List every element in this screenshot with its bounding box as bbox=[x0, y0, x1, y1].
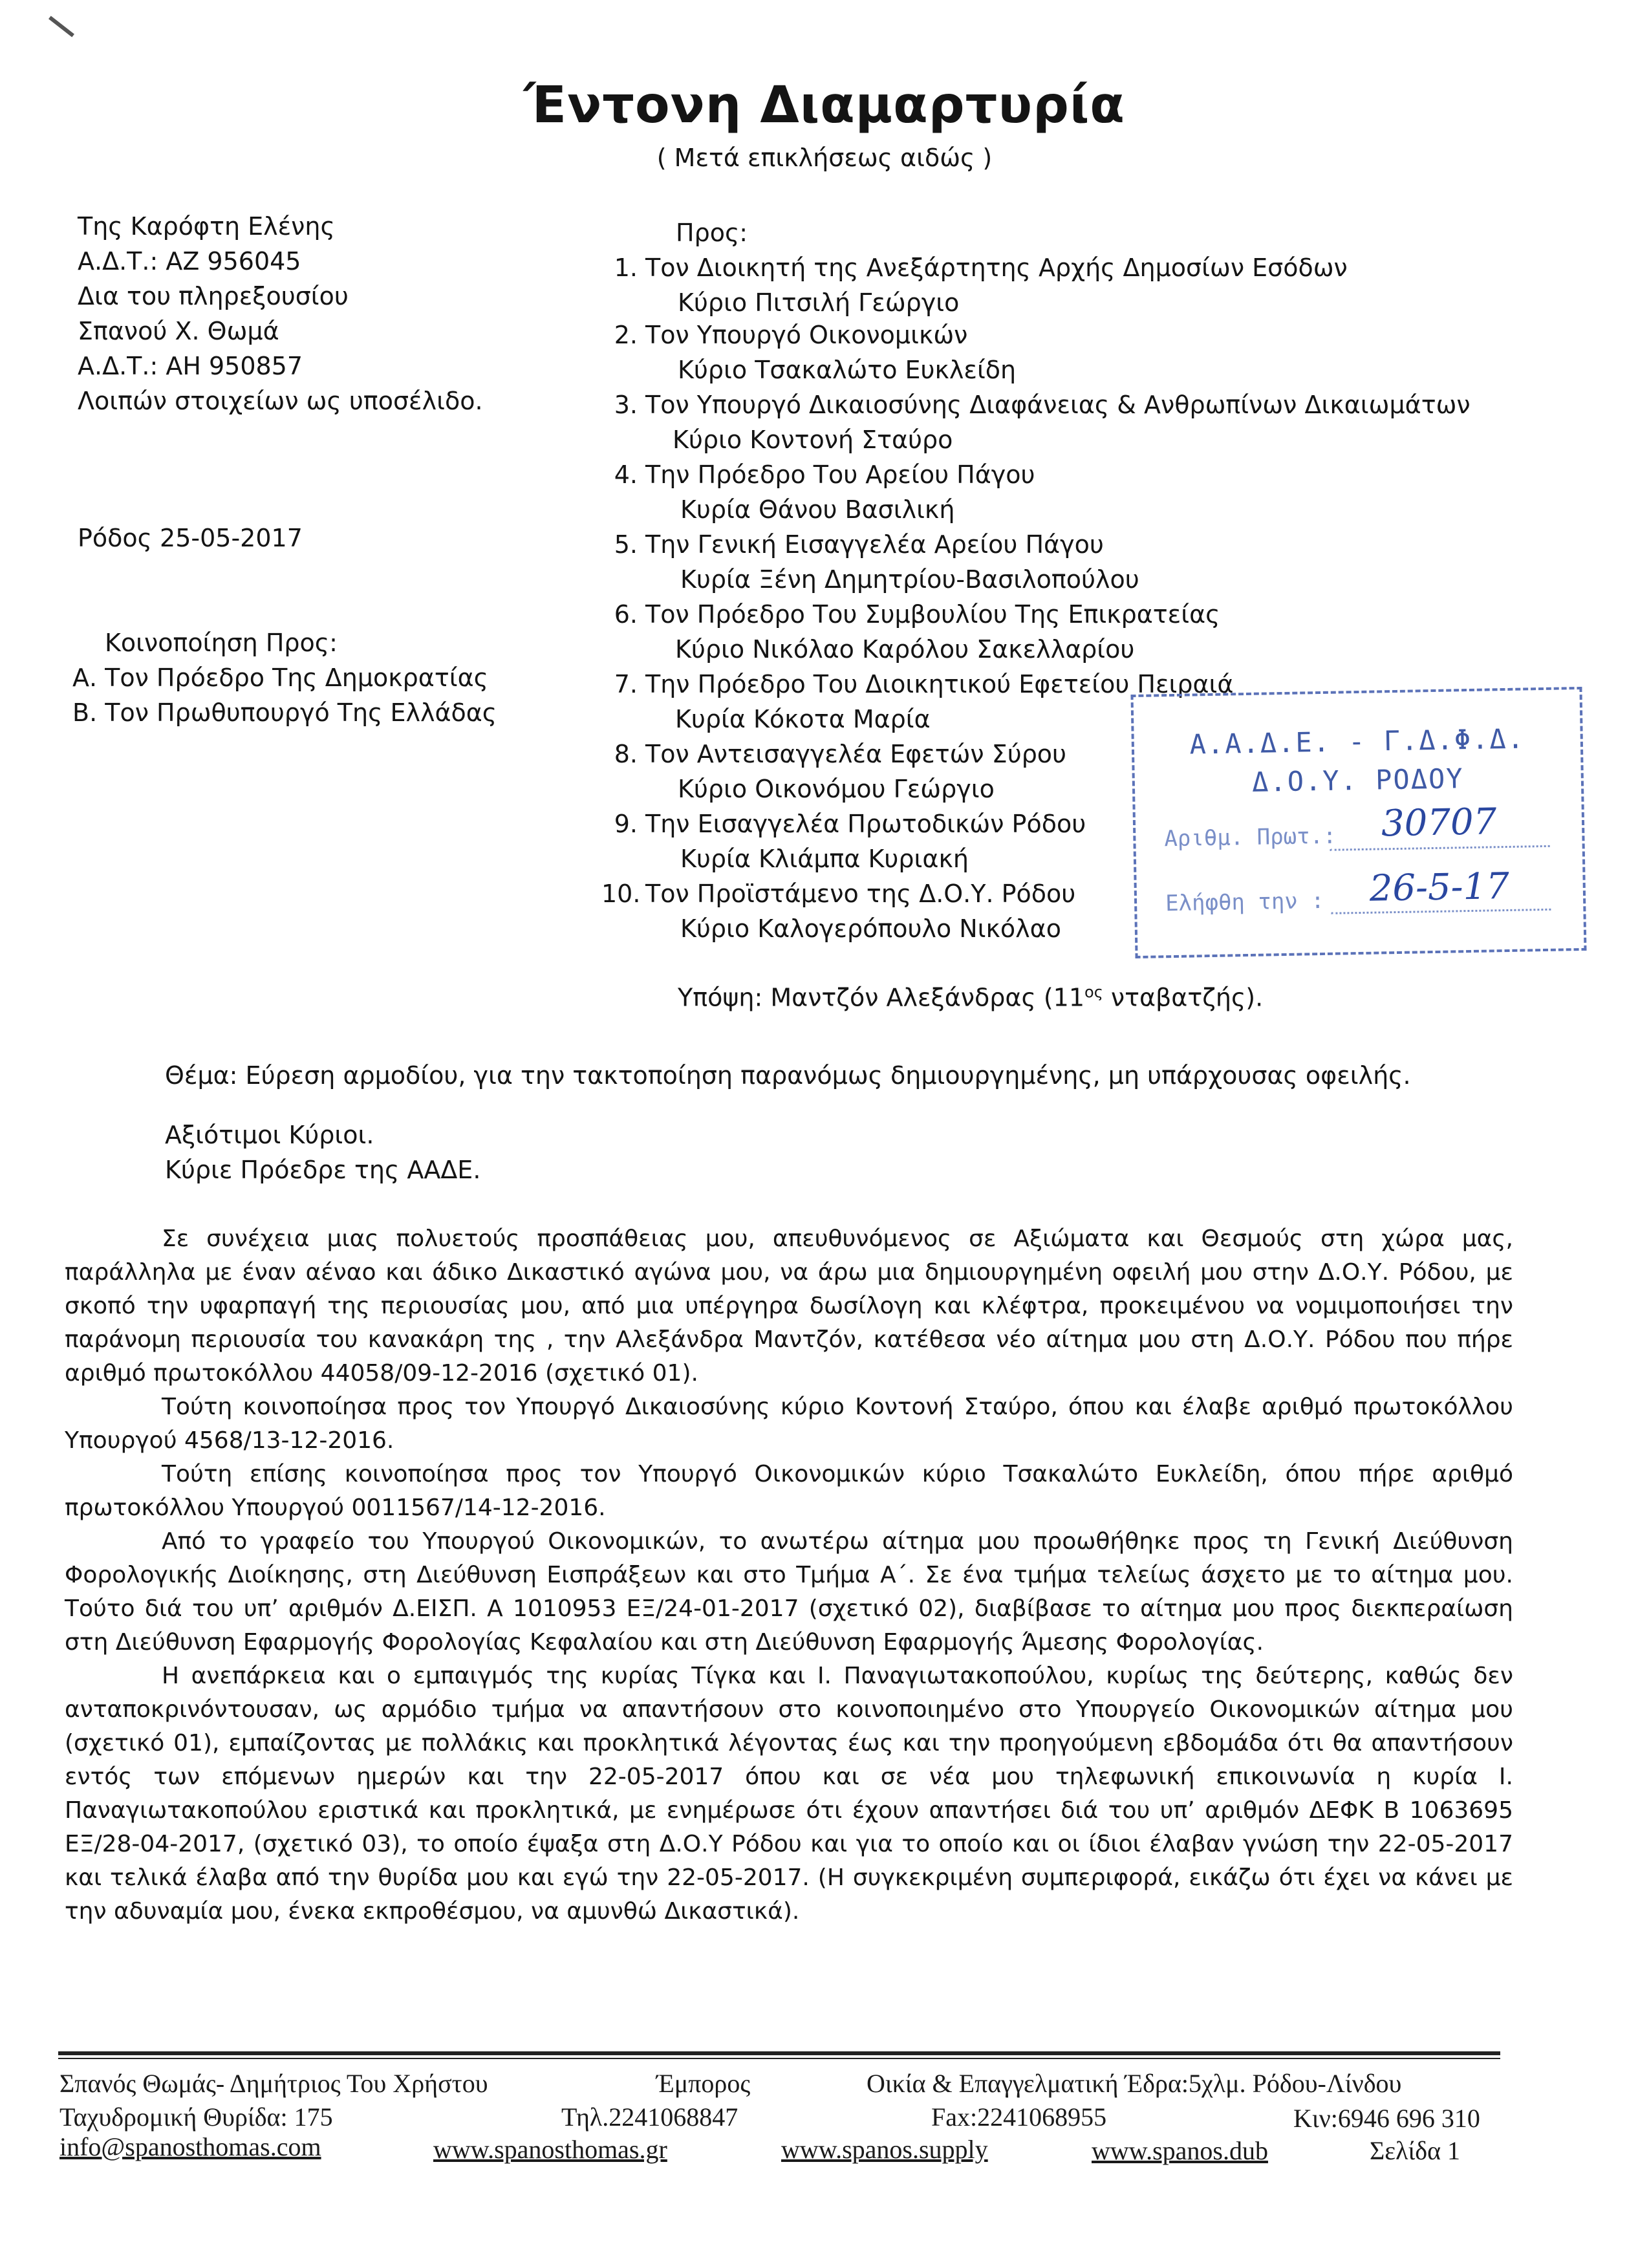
recipient-role bbox=[601, 254, 1348, 282]
recipient-name: Κυρία Ξένη Δημητρίου-Βασιλοπούλου bbox=[680, 565, 1139, 594]
recipient-number: 9. bbox=[614, 810, 638, 838]
attention-suffix: νταβατζής). bbox=[1103, 983, 1264, 1012]
footer-fax: Fax:2241068955 bbox=[931, 2102, 1107, 2132]
body-paragraph: Τούτη κοινοποίησα προς τον Υπουργό Δικαιοσύνης κύριο Κοντονή Σταύρο, όπου και έλαβε αριθμό πρωτοκόλλου Υπουργού 4568/13-12-2016. bbox=[65, 1394, 1513, 1454]
recipient-number: 1. bbox=[614, 254, 638, 282]
footer-name: Σπανός Θωμάς- Δημήτριος Του Χρήστου bbox=[59, 2069, 488, 2098]
recipient-role bbox=[601, 391, 1471, 419]
cc-item: Β. Τον Πρωθυπουργό Της Ελλάδας bbox=[72, 698, 497, 727]
recipient-role-text: Την Εισαγγελέα Πρωτοδικών Ρόδου bbox=[645, 810, 1086, 838]
staple-mark bbox=[48, 16, 74, 37]
document-title: Έντονη Διαμαρτυρία bbox=[524, 76, 1125, 135]
recipient-role bbox=[601, 810, 1086, 838]
recipient-name: Κυρία Κλιάμπα Κυριακή bbox=[680, 845, 969, 873]
recipient-name: Κύριο Κοντονή Σταύρο bbox=[673, 426, 953, 454]
recipient-number: 7. bbox=[614, 670, 638, 698]
footer-email-link[interactable]: info@spanosthomas.com bbox=[59, 2132, 321, 2161]
recipient-name: Κύριο Τσακαλώτο Ευκλείδη bbox=[678, 356, 1017, 384]
recipient-name: Κυρία Κόκοτα Μαρία bbox=[675, 705, 931, 733]
recipient-role bbox=[601, 740, 1066, 768]
recipient-role-text: Τον Αντεισαγγελέα Εφετών Σύρου bbox=[645, 740, 1067, 768]
stamp-dotted-line bbox=[1330, 845, 1550, 851]
footer-rule bbox=[58, 2051, 1500, 2055]
recipient-number: 4. bbox=[614, 460, 638, 489]
sender-line: Α.Δ.Τ.: ΑΗ 950857 bbox=[78, 352, 303, 380]
sender-line: Λοιπών στοιχείων ως υποσέλιδο. bbox=[78, 387, 483, 415]
cc-item: Α. Τον Πρόεδρο Της Δημοκρατίας bbox=[72, 664, 488, 692]
document-subtitle: ( Μετά επικλήσεως αιδώς ) bbox=[656, 144, 993, 172]
stamp-line2: Δ.Ο.Υ. ΡΟΔΟΥ bbox=[1251, 762, 1464, 798]
footer-site-link[interactable]: www.spanosthomas.gr bbox=[433, 2135, 667, 2164]
footer-profession: Έμπορος bbox=[656, 2069, 751, 2098]
recipient-name: Κύριο Οικονόμου Γεώργιο bbox=[678, 775, 995, 803]
place-date: Ρόδος 25-05-2017 bbox=[78, 524, 303, 552]
sender-line: Δια του πληρεξουσίου bbox=[78, 282, 349, 310]
recipient-role-text: Την Πρόεδρο Του Διοικητικού Εφετείου Πειραιά bbox=[645, 670, 1234, 698]
attention-sup: ος bbox=[1084, 983, 1103, 1001]
recipient-name: Κυρία Θάνου Βασιλική bbox=[680, 495, 955, 524]
sender-line: Σπανού Χ. Θωμά bbox=[78, 317, 279, 345]
recipient-role-text: Τον Πρόεδρο Του Συμβουλίου Της Επικρατείας bbox=[645, 600, 1220, 629]
salutation-line: Κύριε Πρόεδρε της ΑΑΔΕ. bbox=[165, 1156, 481, 1184]
recipient-name: Κύριο Καλογερόπουλο Νικόλαο bbox=[680, 914, 1061, 943]
recipient-role-text: Τον Υπουργό Δικαιοσύνης Διαφάνειας & Ανθρωπίνων Δικαιωμάτων bbox=[645, 391, 1471, 419]
stamp-line1: Α.Α.Δ.Ε. - Γ.Δ.Φ.Δ. bbox=[1189, 722, 1525, 761]
footer-mobile: Κιν:6946 696 310 bbox=[1293, 2104, 1480, 2133]
recipient-number: 2. bbox=[614, 321, 638, 349]
body-paragraph: Τούτη επίσης κοινοποίησα προς τον Υπουργό Οικονομικών κύριο Τσακαλώτο Ευκλείδη, όπου πήρε αριθμό πρωτοκόλλου Υπουργού 0011567/14-12-2016. bbox=[65, 1461, 1513, 1521]
body-paragraph: Η ανεπάρκεια και ο εμπαιγμός της κυρίας Τίγκα και Ι. Παναγιωτακοπούλου, κυρίως της δεύτερης, καθώς δεν ανταποκρινόντουσαν, ως αρμόδιο τμήμα να απαντήσουν στο κοινοποιημένο στο Υπουργείο Οικονομικών αίτημα μου (σχετικό 01), εμπαίζοντας με πολλάκις και προκλητικά λέγοντας έως και την προηγούμενη εβδομάδα ότι θα απαντήσουν εντός των επόμενων ημερών και την 22-05-2017 όπου και σε νέα μου τηλεφωνική επικοινωνία η κυρία Ι. Παναγιωτακοπούλου εριστικά και προκλητικά, με ενημέρωσε ότι έχουν απαντήσει διά του υπ’ αριθμόν ΔΕΦΚ Β 1063695 ΕΞ/28-04-2017, (σχετικό 03), το οποίο έψαξα στη Δ.Ο.Υ Ρόδου και για το οποίο και οι ίδιοι έλαβαν γνώση την 22-05-2017 και τελικά έλαβα από την θυρίδα μου και εγώ την 22-05-2017. (Η συγκεκριμένη συμπεριφορά, εικάζω ότι έχει να κάνει με την αδυναμία μου, ένεκα εκπροθέσμου, να αμυνθώ Δικαστικά). bbox=[65, 1663, 1513, 1925]
footer-address: Οικία & Επαγγελματική Έδρα:5χλμ. Ρόδου-Λίνδου bbox=[867, 2069, 1402, 2098]
recipient-number: 10. bbox=[601, 880, 641, 908]
footer-rule bbox=[58, 2058, 1500, 2059]
recipient-role bbox=[601, 460, 1035, 489]
body-paragraph: Σε συνέχεια μιας πολυετούς προσπάθειας μου, απευθυνόμενος σε Αξιώματα και Θεσμούς στη χώρα μας, παράλληλα με έναν αέναο και άδικο Δικαστικό αγώνα μου, να άρω μια δημιουργημένη οφειλή μου στην Δ.Ο.Υ. Ρόδου, με σκοπό την υφαρπαγή της περιουσίας μου, από μια υπέργηρα δωσίλογη και κλέφτρα, προκειμένου να νομιμοποιήσει την παράνομη περιουσία του κανακάρη της , την Αλεξάνδρα Μαντζόν, κατέθεσα νέο αίτημα μου στη Δ.Ο.Υ. Ρόδου που πήρε αριθμό πρωτοκόλλου 44058/09-12-2016 (σχετικό 01). bbox=[65, 1226, 1513, 1387]
recipient-role bbox=[601, 880, 1075, 908]
footer-pobox: Ταχυδρομική Θυρίδα: 175 bbox=[59, 2102, 333, 2132]
recipient-number: 5. bbox=[614, 530, 638, 559]
recipient-role-text: Τον Διοικητή της Ανεξάρτητης Αρχής Δημοσίων Εσόδων bbox=[645, 254, 1348, 282]
recipient-role bbox=[601, 321, 967, 349]
letter-body bbox=[65, 1222, 1513, 1928]
body-paragraph: Από το γραφείο του Υπουργού Οικονομικών, το ανωτέρω αίτημα μου προωθήθηκε προς τη Γενική Διεύθυνση Φορολογικής Διοίκησης, στη Διεύθυνση Εισπράξεων και στο Τμήμα Α΄. Σε ένα τμήμα τελείως άσχετο με το αίτημα μου. Τούτο διά του υπ’ αριθμόν Δ.ΕΙΣΠ. Α 1010953 ΕΞ/24-01-2017 (σχετικό 02), διαβίβασε το αίτημα μου προς διεκπεραίωση στη Διεύθυνση Εφαρμογής Φορολογίας Κεφαλαίου και στη Διεύθυνση Εφαρμογής Άμεσης Φορολογίας. bbox=[65, 1528, 1513, 1656]
subject-line: Θέμα: Εύρεση αρμοδίου, για την τακτοποίηση παρανόμως δημιουργημένης, μη υπάρχουσας οφειλής. bbox=[165, 1061, 1411, 1090]
stamp-received-label: Ελήφθη την : bbox=[1165, 887, 1325, 917]
stamp-protocol-label: Αριθμ. Πρωτ.: bbox=[1164, 823, 1337, 852]
recipient-role-text: Την Γενική Εισαγγελέα Αρείου Πάγου bbox=[645, 530, 1104, 559]
recipient-number: 8. bbox=[614, 740, 638, 768]
sender-line: Α.Δ.Τ.: ΑΖ 956045 bbox=[78, 247, 301, 275]
recipient-role bbox=[601, 600, 1220, 629]
reception-stamp bbox=[1130, 687, 1586, 958]
stamp-protocol-value: 30707 bbox=[1381, 801, 1497, 845]
cc-heading: Κοινοποίηση Προς: bbox=[105, 629, 338, 657]
recipient-name: Κύριο Πιτσιλή Γεώργιο bbox=[678, 288, 960, 317]
footer-page-number: Σελίδα 1 bbox=[1370, 2136, 1461, 2165]
footer-site-link[interactable]: www.spanos.supply bbox=[781, 2135, 988, 2164]
attention-prefix: Υπόψη: Μαντζόν Αλεξάνδρας (11 bbox=[678, 983, 1085, 1012]
recipient-number: 6. bbox=[614, 600, 638, 629]
footer-site-link[interactable]: www.spanos.dub bbox=[1092, 2136, 1268, 2165]
recipients-heading: Προς: bbox=[676, 219, 748, 247]
sender-line: Της Καρόφτη Ελένης bbox=[78, 212, 335, 241]
attention-line bbox=[678, 983, 1263, 1012]
recipient-role bbox=[601, 530, 1104, 559]
recipient-role-text: Τον Υπουργό Οικονομικών bbox=[645, 321, 968, 349]
recipient-role-text: Την Πρόεδρο Του Αρείου Πάγου bbox=[645, 460, 1035, 489]
footer-phone: Τηλ.2241068847 bbox=[561, 2102, 738, 2132]
recipient-role-text: Τον Προϊστάμενο της Δ.Ο.Υ. Ρόδου bbox=[645, 880, 1076, 908]
stamp-dotted-line bbox=[1331, 909, 1551, 914]
salutation-line: Αξιότιμοι Κύριοι. bbox=[165, 1121, 374, 1149]
recipient-name: Κύριο Νικόλαο Καρόλου Σακελλαρίου bbox=[675, 635, 1135, 664]
stamp-received-value: 26-5-17 bbox=[1369, 865, 1510, 910]
recipient-number: 3. bbox=[614, 391, 638, 419]
